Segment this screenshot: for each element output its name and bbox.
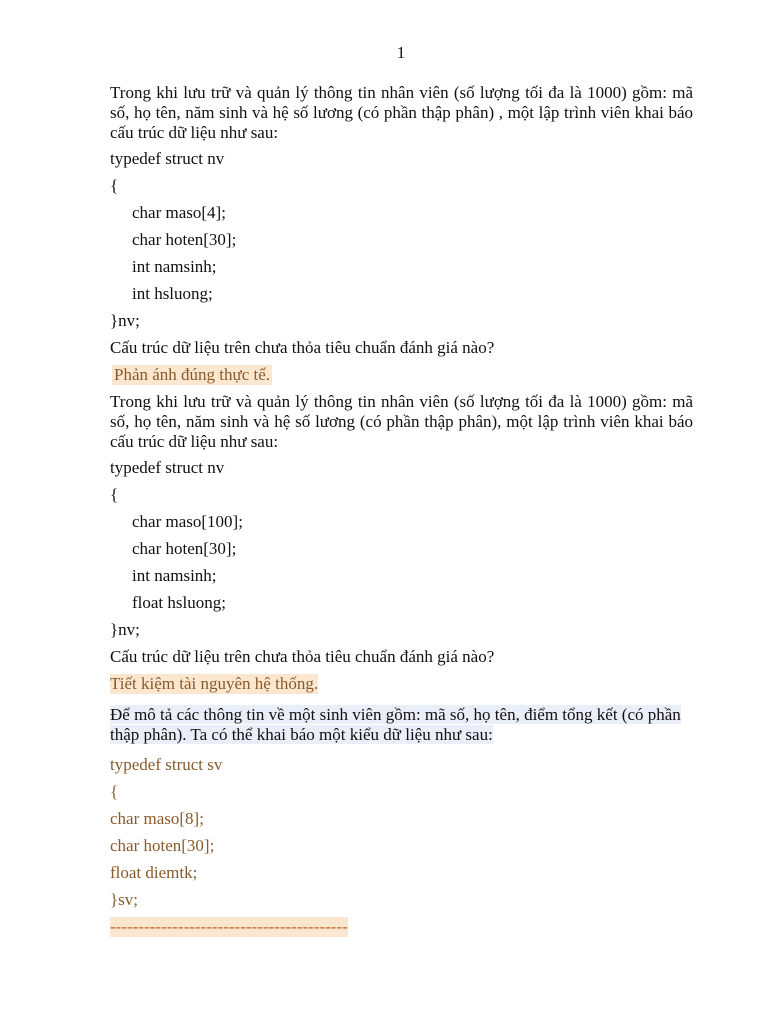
- q2-code-line-1: typedef struct nv: [110, 458, 225, 477]
- q1-code-line-6: int hsluong;: [132, 284, 213, 303]
- q1-code-line-4: char hoten[30];: [132, 230, 237, 249]
- q3-code-line-1: typedef struct sv: [110, 755, 223, 774]
- q2-code-line-7: }nv;: [110, 620, 140, 639]
- q2-question: Cấu trúc dữ liệu trên chưa thỏa tiêu chuẩn đánh giá nào?: [110, 647, 495, 666]
- q1-code-line-7: }nv;: [110, 311, 140, 330]
- page-number: 1: [396, 43, 406, 62]
- q3-code-line-6: }sv;: [110, 890, 138, 909]
- q2-code-line-2: {: [110, 485, 119, 504]
- q3-intro: Để mô tả các thông tin về một sinh viên gồm: mã số, họ tên, điểm tổng kết (có phần thập phân). Ta có thể khai báo một kiểu dữ liệu như sau:: [110, 705, 681, 744]
- q1-code-line-3: char maso[4];: [132, 203, 226, 222]
- q3-code-line-5: float diemtk;: [110, 863, 198, 882]
- q1-answer: Phản ánh đúng thực tế.: [114, 365, 271, 384]
- q1-code-line-5: int namsinh;: [132, 257, 217, 276]
- q1-question: Cấu trúc dữ liệu trên chưa thỏa tiêu chuẩn đánh giá nào?: [110, 338, 495, 357]
- q1-intro: Trong khi lưu trữ và quản lý thông tin nhân viên (số lượng tối đa là 1000) gồm: mã số, họ tên, năm sinh và hệ số lương (có phần thập phân) , một lập trình viên khai báo cấu trúc dữ liệu như sau:: [110, 83, 693, 142]
- separator-line: ------------------------------------------: [110, 917, 348, 936]
- q2-code-line-6: float hsluong;: [132, 593, 226, 612]
- q2-intro: Trong khi lưu trữ và quản lý thông tin nhân viên (số lượng tối đa là 1000) gồm: mã số, họ tên, năm sinh và hệ số lương (có phần thập phân), một lập trình viên khai báo cấu trúc dữ liệu như sau:: [110, 392, 693, 451]
- q3-code-line-3: char maso[8];: [110, 809, 204, 828]
- document-body: [110, 83, 693, 944]
- q1-code-line-2: {: [110, 176, 119, 195]
- q3-code-line-4: char hoten[30];: [110, 836, 215, 855]
- q3-code-line-2: {: [110, 782, 119, 801]
- q2-code-line-4: char hoten[30];: [132, 539, 237, 558]
- q2-code-line-5: int namsinh;: [132, 566, 217, 585]
- q2-answer: Tiết kiệm tài nguyên hệ thống.: [110, 674, 319, 693]
- q1-code-line-1: typedef struct nv: [110, 149, 225, 168]
- q2-code-line-3: char maso[100];: [132, 512, 243, 531]
